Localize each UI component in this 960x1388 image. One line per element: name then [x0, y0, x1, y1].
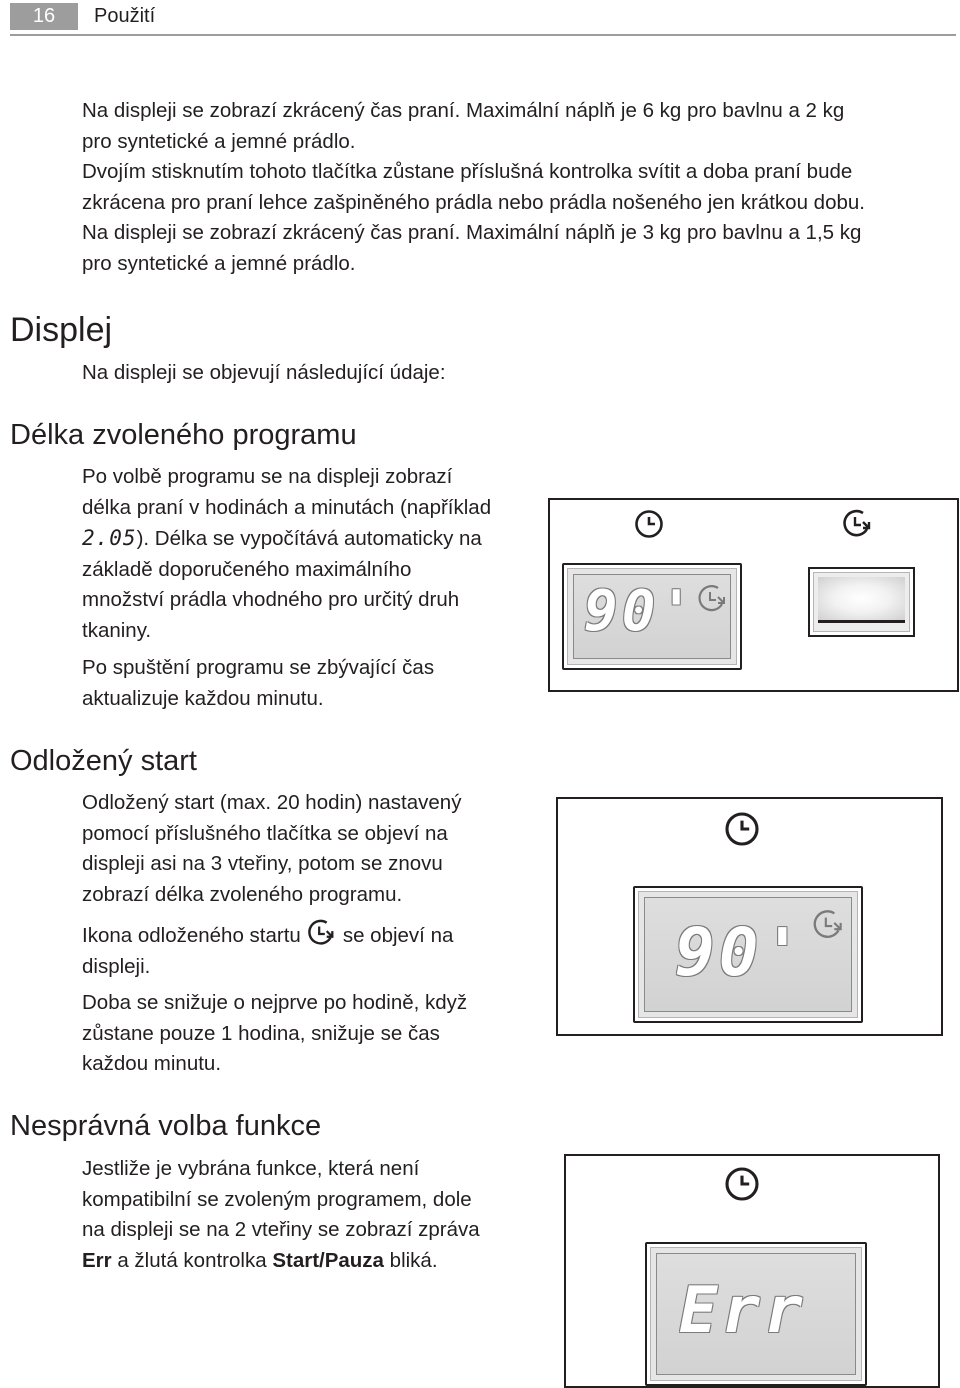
program-length-paragraph-2 [82, 653, 434, 714]
err-word: Err [82, 1248, 112, 1272]
delayed-start-paragraph-2 [82, 918, 453, 982]
text-line: na displeji se na 2 vteřiny se zobrazí zpráva [82, 1218, 480, 1241]
text-line: Doba se snižuje o nejprve po hodině, když [82, 991, 468, 1014]
wrong-function-panel [564, 1154, 940, 1388]
text-line: množství prádla vhodného pro určitý druh [82, 588, 460, 611]
clock-icon [634, 509, 664, 539]
wrong-function-heading: Nesprávná volba funkce [10, 1110, 322, 1142]
delayed-start-panel [556, 797, 943, 1036]
display-heading: Displej [10, 311, 113, 349]
text-fragment: se objeví na [342, 924, 454, 947]
text-line: Jestliže je vybrána funkce, která není [82, 1157, 420, 1180]
delay-start-icon [305, 918, 339, 948]
intro-line: Na displeji se zobrazí zkrácený čas praní. Maximální náplň je 6 kg pro bavlnu a 2 kg [82, 99, 845, 122]
delayed-start-paragraph-1 [82, 788, 461, 910]
text-fragment: ). Délka se vypočítává automaticky na [136, 527, 482, 550]
delay-start-icon [841, 508, 875, 540]
text-line: každou minutu. [82, 1052, 222, 1075]
text-line: displeji. [82, 954, 151, 978]
intro-line: pro syntetické a jemné prádlo. [82, 251, 356, 275]
clock-icon [724, 1166, 760, 1202]
lcd-error-value: Err [679, 1274, 807, 1348]
delay-start-icon [811, 908, 847, 942]
text-line: aktualizuje každou minutu. [82, 686, 324, 710]
display-intro: Na displeji se objevují následující údaje: [82, 361, 446, 384]
header-rule [10, 34, 956, 36]
text-line: kompatibilní se zvoleným programem, dole [82, 1187, 472, 1211]
delay-start-button-face [818, 577, 905, 623]
lcd-time-value: 90' [584, 579, 698, 644]
program-length-panel [548, 498, 959, 692]
clock-icon [724, 811, 760, 847]
intro-line: Na displeji se zobrazí zkrácený čas praní. Maximální náplň je 3 kg pro bavlnu a 1,5 kg [82, 221, 862, 244]
lcd-display-frame [562, 563, 742, 670]
section-title: Použití [94, 5, 156, 27]
text-fragment: Ikona odloženého startu [82, 924, 301, 947]
program-length-paragraph-1 [82, 462, 491, 646]
text-line: zůstane pouze 1 hodina, snižuje se čas [82, 1021, 440, 1045]
text-line: tkaniny. [82, 618, 152, 642]
intro-line: pro syntetické a jemné prádlo. [82, 129, 356, 153]
intro-line: zkrácena pro praní lehce zašpiněného prádla nebo prádla nošeného jen krátkou dobu. [82, 190, 865, 214]
text-line: Po volbě programu se na displeji zobrazí [82, 465, 453, 488]
program-length-heading: Délka zvoleného programu [10, 419, 357, 451]
text-line: pomocí příslušného tlačítka se objeví na [82, 821, 448, 845]
intro-line: Dvojím stisknutím tohoto tlačítka zůstane příslušná kontrolka svítit a doba praní bude [82, 160, 853, 183]
delay-start-icon [696, 583, 730, 615]
lcd-display [656, 1253, 856, 1375]
text-line: Odložený start (max. 20 hodin) nastavený [82, 791, 462, 814]
intro-paragraph [82, 96, 865, 279]
text-line: zobrazí délka zvoleného programu. [82, 882, 403, 906]
text-fragment: bliká. [383, 1248, 438, 1272]
text-fragment: a žlutá kontrolka [111, 1248, 273, 1272]
delayed-start-heading: Odložený start [10, 745, 197, 777]
delayed-start-paragraph-3 [82, 988, 467, 1080]
text-line: délka praní v hodinách a minutách (například [82, 495, 492, 519]
text-line: základě doporučeného maximálního [82, 557, 412, 581]
text-line [82, 918, 453, 952]
lcd-display [644, 897, 852, 1012]
start-pause-label: Start/Pauza [272, 1248, 384, 1272]
page-number: 16 [10, 3, 78, 30]
lcd-display-frame [645, 1242, 867, 1386]
wrong-function-paragraph [82, 1154, 480, 1276]
lcd-display-frame [633, 886, 863, 1023]
text-line: Po spuštění programu se zbývající čas [82, 656, 435, 679]
lcd-display [573, 574, 731, 659]
text-line [82, 523, 491, 555]
delay-start-button[interactable] [808, 567, 915, 637]
example-display-value: 2.05 [82, 526, 137, 550]
text-line [82, 1246, 480, 1277]
text-line: displeji asi na 3 vteřiny, potom se znovu [82, 852, 443, 875]
lcd-time-value: 90' [675, 914, 807, 991]
